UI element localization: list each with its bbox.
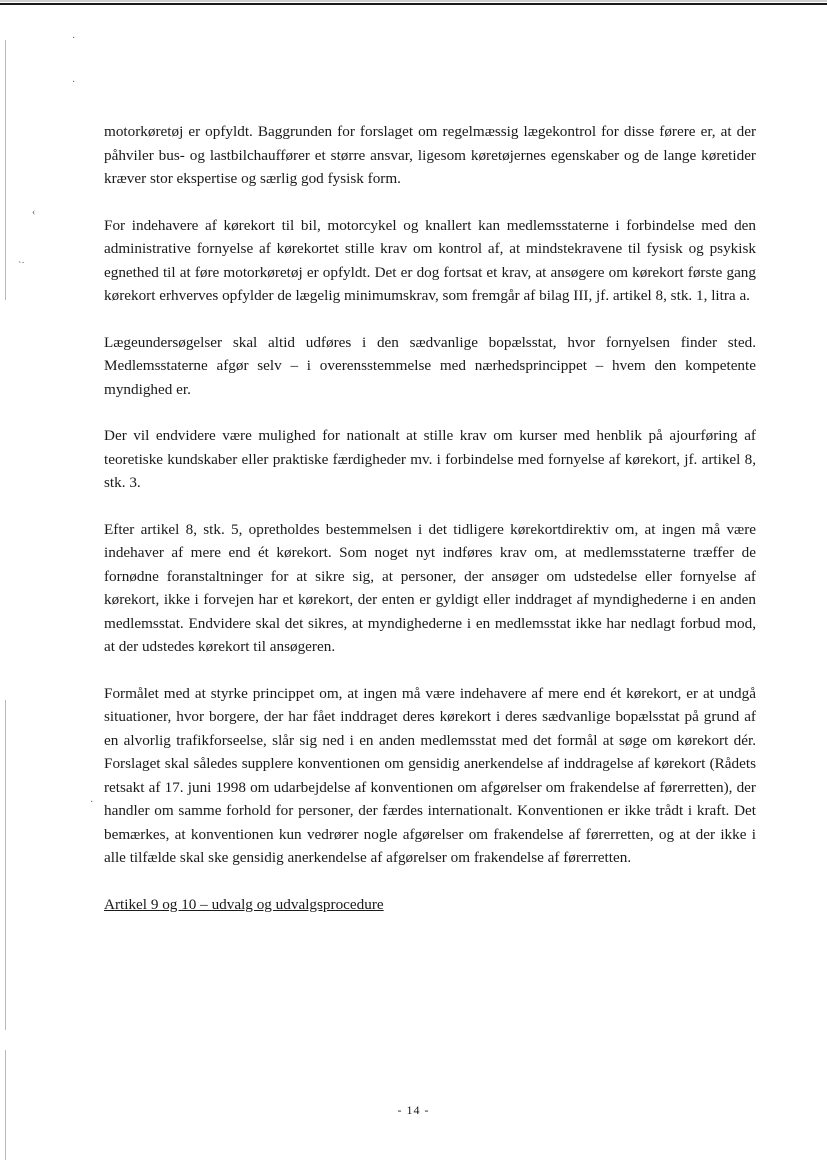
body-paragraph: Lægeundersøgelser skal altid udføres i den sædvanlige bopælsstat, hvor fornyelsen finder sted. Medlemsstaterne afgør selv – i overensstemmelse med nærhedsprincippet – hvem den kompetente myndighed er. — [104, 333, 756, 398]
body-paragraph: Der vil endvidere være mulighed for nationalt at stille krav om kurser med henblik på ajourføring af teoretiske kundskaber eller praktiske færdigheder mv. i forbindelse med fornyelse af kørekort, jf. artikel 8, stk. 3. — [104, 427, 756, 491]
body-paragraph: For indehavere af kørekort til bil, motorcykel og knallert kan medlemsstaterne i forbindelse med den administrative fornyelse af kørekortet stille krav om kontrol af, at mindstekravene til fysisk og psykisk egnethed til at føre motorkøretøj er opfyldt. Det er dog fortsat et krav, at ansøgere om kørekort første gang kørekort erhverves opfylder de lægelig minimumskrav, som fremgår af bilag III, jf. artikel 8, stk. 1, litra a. — [104, 216, 756, 304]
page-top-border — [0, 0, 827, 6]
scan-speck: ‹ — [32, 207, 36, 218]
page-number: - 14 - — [397, 1103, 430, 1117]
scan-margin-line — [5, 40, 6, 300]
body-paragraph: Formålet med at styrke princippet om, at ingen må være indehavere af mere end ét kørekort, er at undgå situationer, hvor borgere, der har fået inddraget deres kørekort i deres sædvanlige bopælsstat på grund af en alvorlig trafikforseelse, slår sig ned i en anden medlemsstat med det formål at søge om kørekort dér. Forslaget skal således supplere konventionen om gensidig anerkendelse af inddragelse af kørekort (Rådets retsakt af 17. juni 1998 om udarbejdelse af konventionen om afgørelser om frakendelse af førerretten), der handler om samme forhold for personer, der færdes internationalt. Konventionen er ikke trådt i kraft. Det bemærkes, at konventionen kun vedrører nogle afgørelser om frakendelse af førerretten, og at der ikke i alle tilfælde skal ske gensidig anerkendelse af afgørelser om frakendelse af førerretten. — [104, 684, 756, 866]
body-paragraph: Efter artikel 8, stk. 5, opretholdes bestemmelsen i det tidligere kørekortdirektiv om, at ingen må være indehaver af mere end ét kørekort. Som noget nyt indføres krav om, at medlemsstaterne træffer de fornødne foranstaltninger for at sikre sig, at personer, der ansøger om udstedelse eller fornyelse af kørekort, ikke i forvejen har et kørekort, der enten er gyldigt eller inddraget af myndighederne i en anden medlemsstat. Endvidere skal det sikres, at myndighederne i en medlemsstat ikke har nedlagt forbud mod, at der udstedes kørekort til ansøgeren. — [104, 520, 756, 655]
document-body — [104, 120, 756, 916]
scan-speck: · — [72, 77, 76, 88]
scan-margin-line — [5, 700, 6, 1030]
scan-speck: · — [90, 797, 94, 808]
body-paragraph: motorkøretøj er opfyldt. Baggrunden for forslaget om regelmæssig lægekontrol for disse førere er, at der påhviler bus- og lastbilchauffører et større ansvar, ligesom køretøjernes egenskaber og de lange køretider kræver stor ekspertise og særlig god fysisk form. — [104, 123, 756, 187]
section-heading: Artikel 9 og 10 – udvalg og udvalgsprocedure — [104, 895, 384, 913]
scan-speck: ˋ˙ — [18, 261, 25, 272]
scan-speck: · — [72, 33, 76, 44]
